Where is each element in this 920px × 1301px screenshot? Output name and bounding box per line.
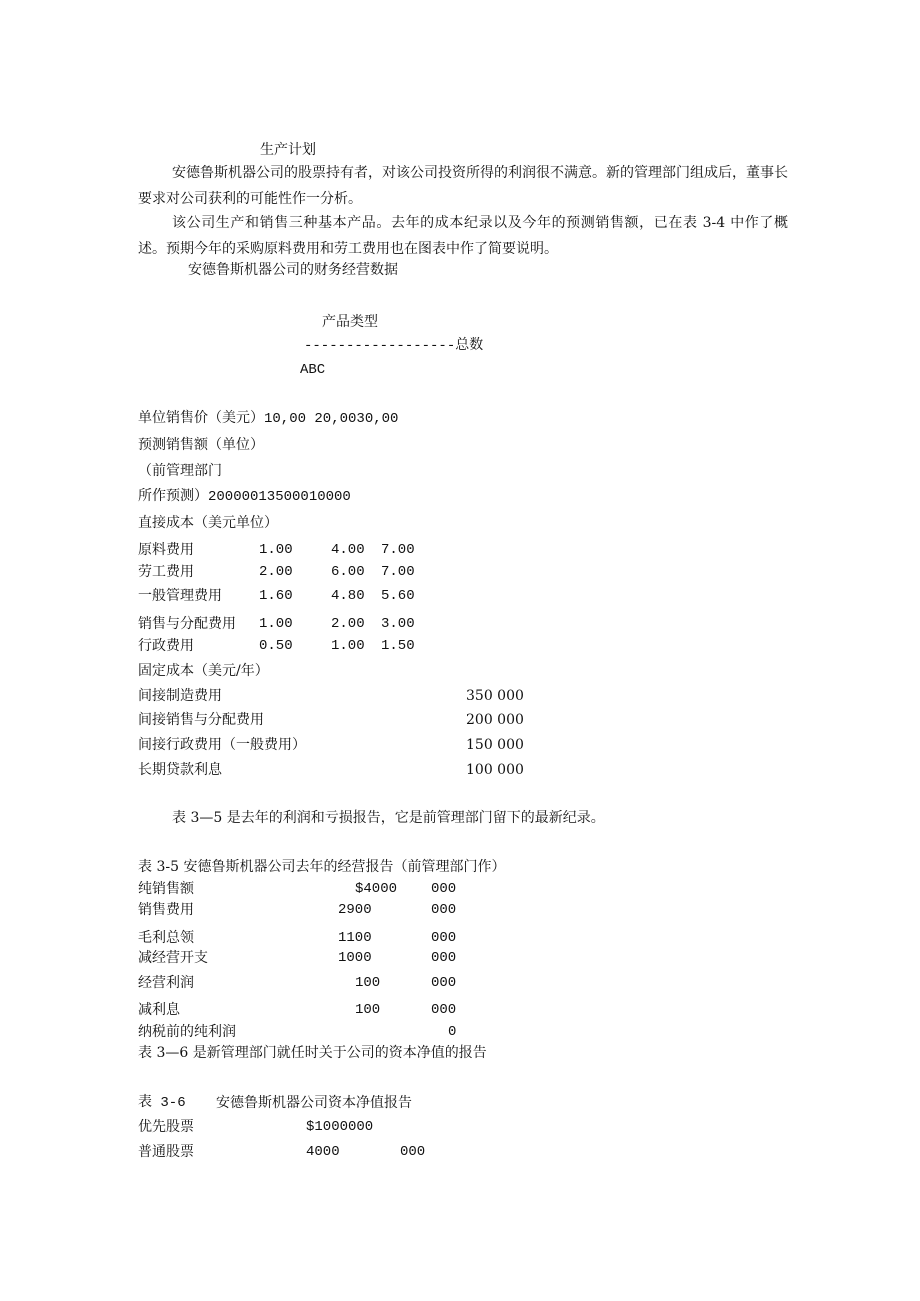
row-value-1: 1100: [338, 930, 372, 946]
unit-price-row: 单位销售价（美元）10,00 20,0030,00: [138, 411, 399, 427]
row-value: 100 000: [466, 762, 524, 778]
row-label: 销售与分配费用: [138, 616, 236, 632]
row-label: 行政费用: [138, 638, 194, 654]
row-value-2: 000: [400, 1144, 426, 1160]
forecast-row: 所作预测）20000013500010000: [138, 489, 351, 505]
row-label: 经营利润: [138, 975, 194, 991]
cell-c: 3.00: [381, 616, 415, 632]
cell-c: 7.00: [381, 542, 415, 558]
row-value-1: 1000: [338, 950, 372, 966]
paragraph-1: 安德鲁斯机器公司的股票持有者，对该公司投资所得的利润很不满意。新的管理部门组成后，董事长要求对公司获利的可能性作一分析。: [138, 165, 788, 207]
product-type-header: 产品类型: [322, 314, 378, 330]
direct-cost-label: 直接成本（美元单位）: [138, 515, 278, 531]
table-3-5-title: 表 3-5 安德鲁斯机器公司去年的经营报告（前管理部门作）: [138, 859, 506, 875]
paragraph-2: 该公司生产和销售三种基本产品。去年的成本纪录以及今年的预测销售额，已在表 3-4 中作了概述。预期今年的采购原料费用和劳工费用也在图表中作了简要说明。: [138, 215, 788, 257]
row-value-1: $4000: [355, 881, 398, 897]
cell-c: 5.60: [381, 588, 415, 604]
cell-c: 1.50: [381, 638, 415, 654]
cell-a: 1.00: [259, 542, 293, 558]
row-label: 纯销售额: [138, 881, 194, 897]
row-value: 350 000: [466, 688, 524, 704]
cell-b: 4.80: [331, 588, 365, 604]
row-value-2: 000: [431, 881, 457, 897]
cell-b: 6.00: [331, 564, 365, 580]
row-label: 间接制造费用: [138, 688, 222, 704]
table-3-6-intro: 表 3—6 是新管理部门就任时关于公司的资本净值的报告: [138, 1045, 487, 1061]
row-label: 优先股票: [138, 1119, 194, 1135]
row-value: 200 000: [466, 712, 524, 728]
row-value-1: $1000000: [306, 1119, 374, 1135]
row-value-1: 100: [355, 975, 381, 991]
cell-a: 2.00: [259, 564, 293, 580]
cell-b: 2.00: [331, 616, 365, 632]
fixed-cost-label: 固定成本（美元/年）: [138, 663, 269, 679]
row-value-1: 2900: [338, 902, 372, 918]
row-value-2: 000: [431, 902, 457, 918]
row-label: 减利息: [138, 1002, 180, 1018]
row-value-2: 000: [431, 975, 457, 991]
row-label: 普通股票: [138, 1144, 194, 1160]
table-3-6-label: 表 3-6: [138, 1095, 186, 1111]
cell-b: 4.00: [331, 542, 365, 558]
row-label: 毛利总领: [138, 930, 194, 946]
row-value: 150 000: [466, 737, 524, 753]
row-label: 间接销售与分配费用: [138, 712, 264, 728]
row-label: 纳税前的纯利润: [138, 1024, 236, 1040]
doc-title: 生产计划: [260, 142, 316, 158]
cell-b: 1.00: [331, 638, 365, 654]
abc-header: ABC: [300, 362, 326, 378]
row-value-2: 0: [448, 1024, 457, 1040]
row-value-2: 000: [431, 1002, 457, 1018]
table-3-5-intro: 表 3—5 是去年的利润和亏损报告，它是前管理部门留下的最新纪录。: [172, 810, 605, 826]
total-header: ------------------总数: [304, 338, 484, 354]
cell-a: 1.00: [259, 616, 293, 632]
row-label: 长期贷款利息: [138, 762, 222, 778]
row-label: 原料费用: [138, 542, 194, 558]
row-value-2: 000: [431, 950, 457, 966]
row-label: 销售费用: [138, 902, 194, 918]
cell-c: 7.00: [381, 564, 415, 580]
row-label: 劳工费用: [138, 564, 194, 580]
row-label: 减经营开支: [138, 950, 208, 966]
row-value-1: 100: [355, 1002, 381, 1018]
table-3-4-title: 安德鲁斯机器公司的财务经营数据: [188, 262, 398, 278]
row-value-1: 4000: [306, 1144, 340, 1160]
cell-a: 1.60: [259, 588, 293, 604]
row-label: 一般管理费用: [138, 588, 222, 604]
row-label: 间接行政费用（一般费用）: [138, 737, 306, 753]
cell-a: 0.50: [259, 638, 293, 654]
prev-mgmt-label: （前管理部门: [138, 463, 222, 479]
forecast-label: 预测销售额（单位）: [138, 437, 264, 453]
table-3-6-title: 安德鲁斯机器公司资本净值报告: [216, 1095, 412, 1111]
row-value-2: 000: [431, 930, 457, 946]
